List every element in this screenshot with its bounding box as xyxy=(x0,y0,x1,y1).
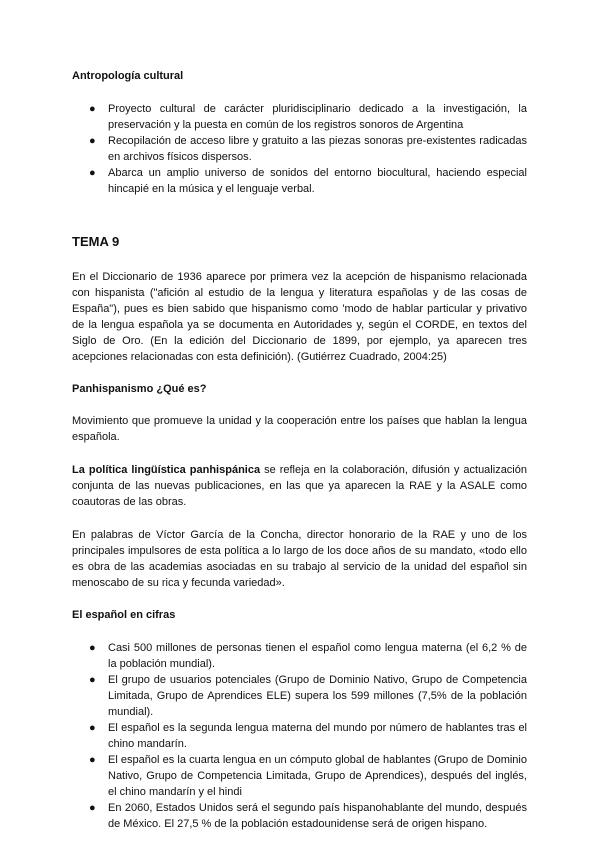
list-item: ● El español es la segunda lengua materna del mundo por número de hablantes tras el chino mandarín. xyxy=(89,722,527,750)
politica-rest: se refleja en la colaboración, difusión y actualización conjunta de las nuevas publicaciones, en las que ya aparecen la RAE y la ASALE como coautoras de las obras. xyxy=(72,464,527,508)
document-page xyxy=(72,68,527,832)
tema-heading: TEMA 9 xyxy=(72,234,120,249)
bullet-icon: ● xyxy=(89,642,96,654)
politica-paragraph xyxy=(72,462,527,510)
cifras-heading: El español en cifras xyxy=(72,609,176,621)
bullet-icon: ● xyxy=(89,167,96,179)
list-item: ● Casi 500 millones de personas tienen el español como lengua materna (el 6,2 % de la población mundial). xyxy=(89,642,527,670)
bullet-icon: ● xyxy=(89,754,96,766)
panhispanismo-paragraph: Movimiento que promueve la unidad y la cooperación entre los países que hablan la lengua española. xyxy=(72,415,527,443)
bullet-icon: ● xyxy=(89,722,96,734)
tema-paragraph: En el Diccionario de 1936 aparece por primera vez la acepción de hispanismo relacionada con hispanista ("afición al estudio de la lengua y literatura españolas y de las cosas de España"), pues es bien sabido que hispanismo como 'modo de hablar particular y privativo de la lengua española ya se documenta en Autoridades y, según el CORDE, en textos del Siglo de Oro. (En la edición del Diccionario de 1899, por ejemplo, ya aparecen tres acepciones relacionadas con esta definición). (Gutiérrez Cuadrado, 2004:25) xyxy=(72,271,527,363)
bullet-icon: ● xyxy=(89,802,96,814)
list-item: ● El grupo de usuarios potenciales (Grupo de Dominio Nativo, Grupo de Competencia Limitada, Grupo de Aprendices ELE) supera los 599 millones (7,5% de la población mundial). xyxy=(89,674,527,718)
list-item: ● El español es la cuarta lengua en un cómputo global de hablantes (Grupo de Dominio Nativo, Grupo de Competencia Limitada, Grupo de Aprendices), después del inglés, el chino mandarín y el hindi xyxy=(89,754,527,798)
list-item: ● Recopilación de acceso libre y gratuito a las piezas sonoras pre-existentes radicadas en archivos físicos dispersos. xyxy=(89,135,527,163)
antropologia-heading: Antropología cultural xyxy=(72,70,184,82)
politica-bold-lead: La política lingüística panhispánica xyxy=(72,464,261,476)
list-item: ● Abarca un amplio universo de sonidos del entorno biocultural, haciendo especial hincapié en la música y el lenguaje verbal. xyxy=(89,167,527,195)
bullet-icon: ● xyxy=(89,135,96,147)
bullet-icon: ● xyxy=(89,103,96,115)
victor-paragraph: En palabras de Víctor García de la Concha, director honorario de la RAE y uno de los principales impulsores de esta política a lo largo de los doce años de su mandato, «todo ello es obra de las academias asociadas en su trabajo al servicio de la unidad del español sin menoscabo de su rica y fecunda variedad». xyxy=(72,529,527,589)
list-item: ● Proyecto cultural de carácter pluridisciplinario dedicado a la investigación, la preservación y la puesta en común de los registros sonoros de Argentina xyxy=(89,103,527,131)
panhispanismo-heading: Panhispanismo ¿Qué es? xyxy=(72,383,207,395)
list-item: ● En 2060, Estados Unidos será el segundo país hispanohablante del mundo, después de México. El 27,5 % de la población estadounidense será de origen hispano. xyxy=(89,802,527,830)
cifras-list xyxy=(72,640,527,832)
bullet-icon: ● xyxy=(89,674,96,686)
antropologia-list xyxy=(72,101,527,197)
